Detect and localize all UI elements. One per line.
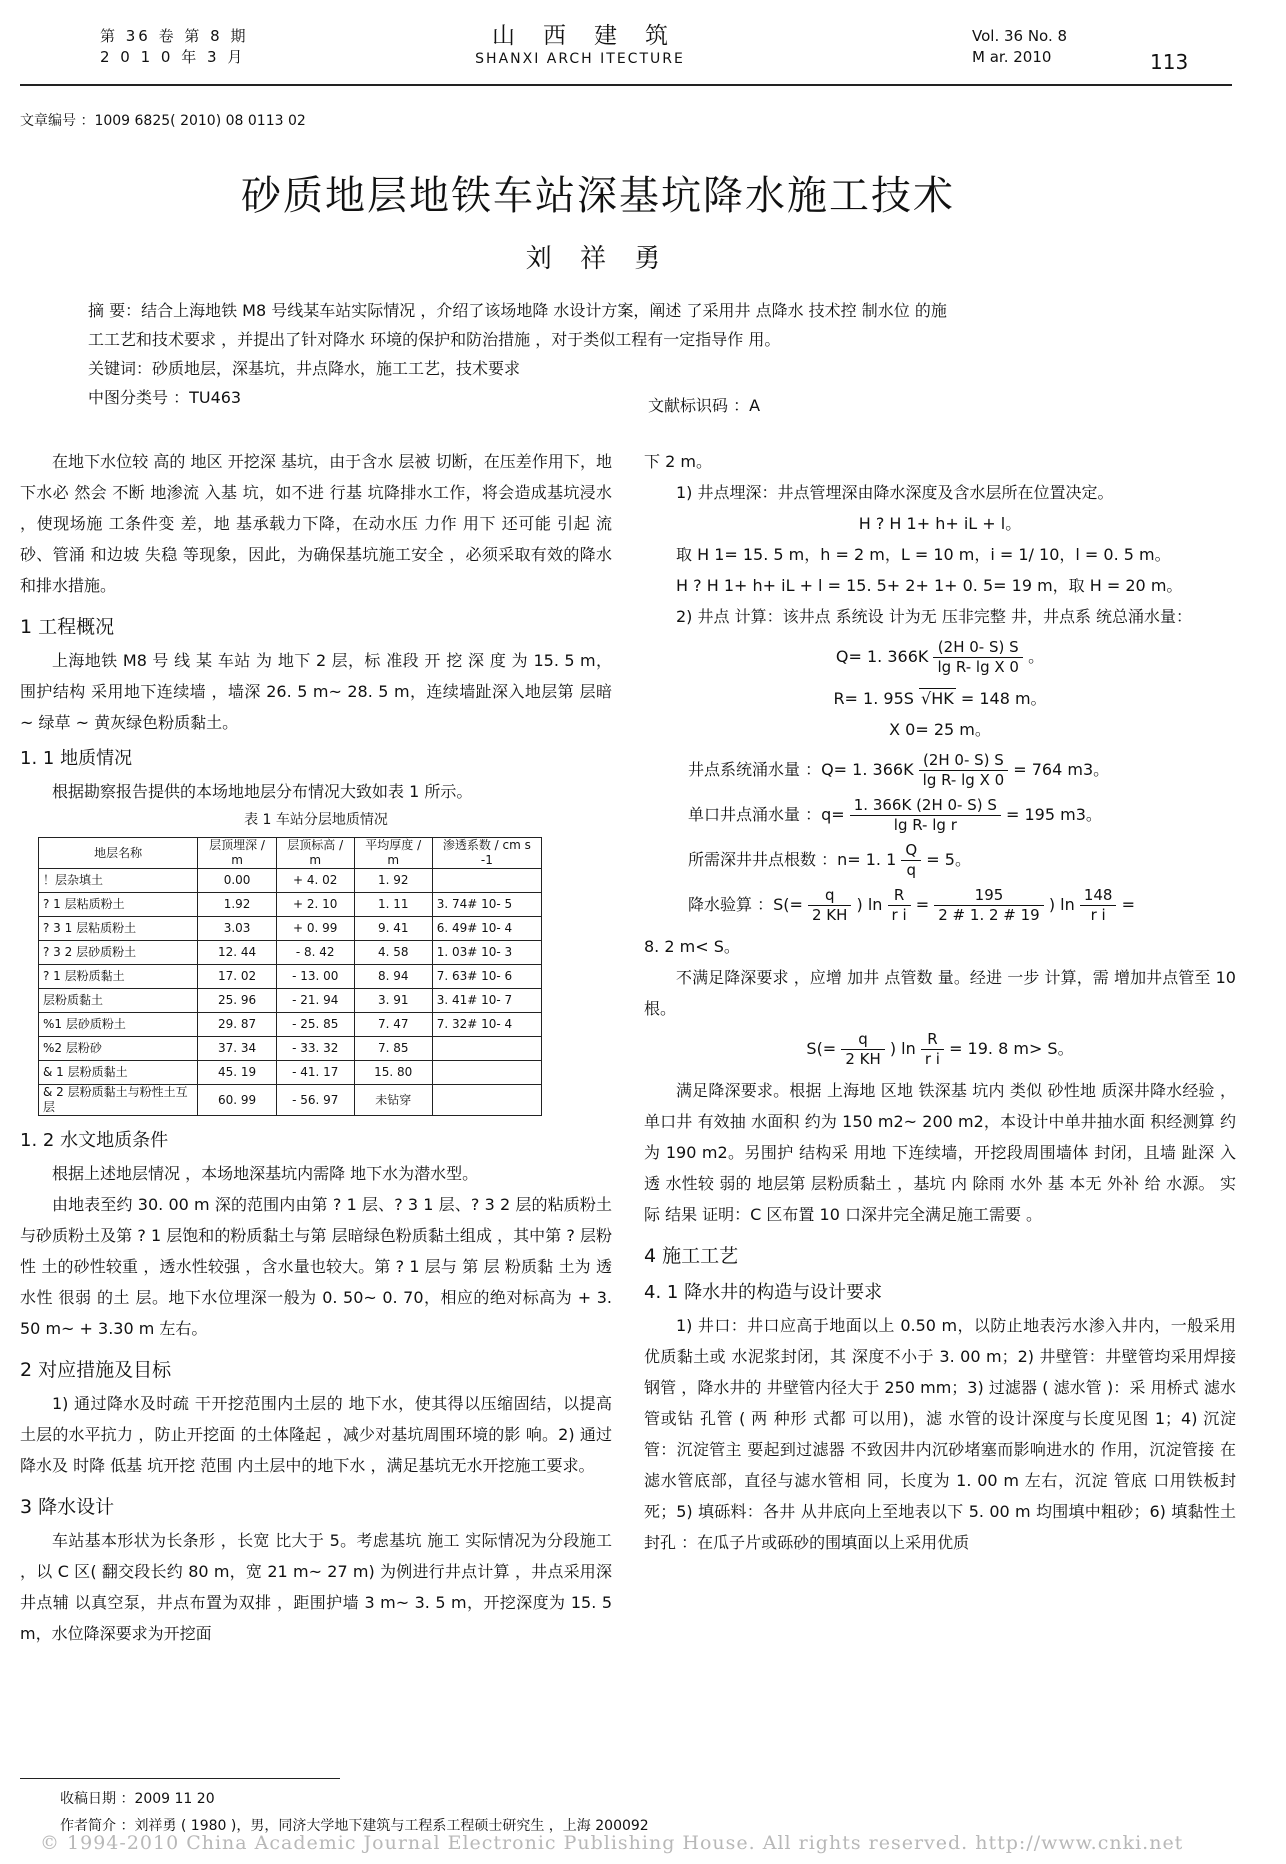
table-body [39, 869, 542, 1116]
section-1-2-text-1: 根据上述地层情况 ，本场地深基坑内需降 地下水为潜水型。 [52, 1164, 479, 1183]
table-cell: 1.92 [198, 893, 276, 917]
check2-fraction-2 [921, 1030, 944, 1069]
single-label: 单口井点涌水量 ：q= [688, 805, 845, 824]
table-cell: - 41. 17 [276, 1061, 354, 1085]
sys-label: 井点系统涌水量 ：Q= 1. 366K [688, 760, 914, 779]
table-cell: %2 层粉砂 [39, 1037, 198, 1061]
n-label: 所需深井井点根数 ：n= 1. 1 [688, 850, 897, 869]
section-1-2-heading: 1. 2 水文地质条件 [20, 1130, 169, 1151]
table-header-cell: 层顶标高 / m [276, 838, 354, 869]
single-fraction [850, 796, 1001, 835]
equation-check-2 [644, 1030, 1236, 1069]
abstract-line-1: 摘 要：结合上海地铁 M8 号线某车站实际情况 ，介绍了该场地降 水设计方案，阐述 了采用井 点降水 技术控 制水位 的施 [88, 301, 947, 320]
table-row [39, 1013, 542, 1037]
r-left: R= 1. 95S [833, 689, 914, 708]
q-numerator: (2H 0- S) S [933, 638, 1023, 658]
right-column [644, 446, 1236, 1558]
check-fraction-1 [808, 886, 851, 925]
r-sqrt: √HK [921, 689, 954, 708]
table-cell: %1 层砂质粉土 [39, 1013, 198, 1037]
abstract-block [88, 296, 1176, 412]
table-cell: 未钻穿 [354, 1085, 432, 1116]
date-cn: 2 0 1 0 年 3 月 [100, 48, 246, 66]
equation-well-count [644, 841, 1236, 880]
section-3-text: 车站基本形状为长条形 ，长宽 比大于 5。考虑基坑 施工 实际情况为分段施工 ，以 C 区( 翻交段长约 80 m，宽 21 m~ 27 m) 为例进行井点计算 ，井点采用深井点辅 以真空泵，井点布置为双排 ，距围护墙 3 m~ 3. 5 m，开挖深度为 15. 5 m，水位降深要求为开挖面 [20, 1531, 612, 1643]
conclusion-text: 满足降深要求。根据 上海地 区地 铁深基 坑内 类似 砂性地 质深井降水经验 ，单口井 有效抽 水面积 约为 150 m2~ 200 m2，本设计中单井抽水面 积经测算 约为 190 m2。另围护 结构采 用地 下连续墙，开挖段周围墙体 封闭，且墙 趾深 入透 水性较 弱的 地层第 层粉质黏土 ，基坑 内 除雨 水外 基 本无 外补 给 水源。 实际 结果 证明：C 区布置 10 口深井完全满足施工需要 。 [644, 1081, 1236, 1224]
table-row [39, 1061, 542, 1085]
check-numerator-2: R [888, 886, 911, 906]
sys-numerator: (2H 0- S) S [919, 751, 1009, 771]
clc-number: 中图分类号 ：TU463 [88, 388, 242, 407]
check-equals: = [915, 895, 930, 914]
table-cell: ！层杂填土 [39, 869, 198, 893]
parameter-values: 取 H 1= 15. 5 m，h = 2 m，L = 10 m，i = 1/ 10，l = 0. 5 m。 [676, 545, 1171, 564]
equation-single-flow [644, 796, 1236, 835]
well-depth-text: 1) 井点埋深：井点管埋深由降水深度及含水层所在位置决定。 [676, 483, 1114, 502]
table-cell: 7. 63# 10- 6 [432, 965, 541, 989]
table-cell [432, 1037, 541, 1061]
table-header-cell: 地层名称 [39, 838, 198, 869]
table-row [39, 965, 542, 989]
date-en: M ar. 2010 [972, 48, 1052, 66]
table-cell: + 2. 10 [276, 893, 354, 917]
equation-x0: X 0= 25 m。 [889, 720, 991, 739]
check-denominator-3: 2 # 1. 2 # 19 [938, 906, 1040, 924]
continued-text: 下 2 m。 [644, 452, 712, 471]
n-denominator: q [906, 861, 917, 879]
table-cell: - 13. 00 [276, 965, 354, 989]
table-cell [432, 1085, 541, 1116]
check-end: = [1121, 895, 1135, 914]
check-ln-1: ) ln [856, 895, 883, 914]
table-cell: - 56. 97 [276, 1085, 354, 1116]
check-fraction-4 [1080, 886, 1117, 925]
volume-cn: 第 36 卷 第 8 期 [100, 27, 249, 45]
equation-system-flow [644, 751, 1236, 790]
table-cell: 6. 49# 10- 4 [432, 917, 541, 941]
check2-fraction-1 [841, 1030, 884, 1069]
table-cell: 25. 96 [198, 989, 276, 1013]
table-cell: 7. 85 [354, 1037, 432, 1061]
r-value: = 148 m。 [960, 689, 1047, 708]
single-denominator: lg R- lg r [893, 816, 957, 834]
check2-label: S(= [806, 1039, 837, 1058]
table-cell: 60. 99 [198, 1085, 276, 1116]
table-cell: 3. 91 [354, 989, 432, 1013]
table-cell: 1. 03# 10- 3 [432, 941, 541, 965]
section-1-1-heading: 1. 1 地质情况 [20, 748, 133, 769]
single-numerator: 1. 366K (2H 0- S) S [850, 796, 1001, 816]
table-cell: 7. 47 [354, 1013, 432, 1037]
table-cell: - 8. 42 [276, 941, 354, 965]
paper-author: 刘 祥 勇 [525, 244, 671, 274]
table-cell: - 25. 85 [276, 1013, 354, 1037]
sys-denominator: lg R- lg X 0 [922, 771, 1005, 789]
table-cell: 29. 87 [198, 1013, 276, 1037]
depth-calculation: H ? H 1+ h+ iL + l = 15. 5+ 2+ 1+ 0. 5= 19 m，取 H = 20 m。 [676, 576, 1183, 595]
section-2-text: 1) 通过降水及时疏 干开挖范围内土层的 地下水，使其得以压缩固结，以提高 土层的水平抗力 ，防止开挖面 的土体隆起 ，减少对基坑周围环境的影 响。2) 通过 降水及 时降 低基 坑开挖 范围 内土层中的地下水 ，满足基坑无水开挖施工要求。 [20, 1394, 612, 1475]
section-4-heading: 4 施工工艺 [644, 1245, 739, 1267]
table-cell: 37. 34 [198, 1037, 276, 1061]
table-header-cell: 层顶埋深 / m [198, 838, 276, 869]
table-cell: + 0. 99 [276, 917, 354, 941]
check-denominator-2: r i [891, 906, 907, 924]
received-date: 收稿日期 ：2009 11 20 [60, 1791, 215, 1807]
table-cell: 层粉质黏土 [39, 989, 198, 1013]
n-value: = 5。 [926, 850, 971, 869]
keywords: 关键词：砂质地层，深基坑，井点降水，施工工艺，技术要求 [88, 359, 521, 378]
author-bio: 作者简介 ：刘祥勇 ( 1980 )，男，同济大学地下建筑与工程系工程硕士研究生 ，上海 200092 [60, 1818, 649, 1834]
equation-total-flow [644, 638, 1236, 677]
single-value: = 195 m3。 [1006, 805, 1102, 824]
table-cell: 45. 19 [198, 1061, 276, 1085]
issue-info-cn [100, 26, 248, 68]
check2-value: = 19. 8 m> S。 [949, 1039, 1074, 1058]
table-cell: 12. 44 [198, 941, 276, 965]
table-cell: 7. 32# 10- 4 [432, 1013, 541, 1037]
sys-value: = 764 m3。 [1013, 760, 1110, 779]
table-row [39, 1085, 542, 1116]
table-cell: - 33. 32 [276, 1037, 354, 1061]
check2-denominator-1: 2 KH [845, 1050, 881, 1068]
check-numerator-1: q [808, 886, 851, 906]
section-4-1-heading: 4. 1 降水井的构造与设计要求 [644, 1282, 883, 1303]
table-cell: 8. 94 [354, 965, 432, 989]
table-cell: 9. 41 [354, 917, 432, 941]
journal-name-en: SHANXI ARCH ITECTURE [475, 51, 685, 67]
table-cell: & 2 层粉质黏土与粉性土互层 [39, 1085, 198, 1116]
check-fraction-2 [888, 886, 911, 925]
equation-radius [644, 683, 1236, 714]
table-caption: 表 1 车站分层地质情况 [244, 812, 388, 828]
paper-title: 砂质地层地铁车站深基坑降水施工技术 [241, 173, 955, 219]
q-fraction [933, 638, 1023, 677]
section-1-text: 上海地铁 M8 号 线 某 车站 为 地下 2 层，标 准段 开 挖 深 度 为 15. 5 m，围护结构 采用地下连续墙 ，墙深 26. 5 m~ 28. 5 m，连续墙趾深入地层第 层暗 ~ 绿草 ~ 黄灰绿色粉质黏土。 [20, 651, 612, 732]
left-column [20, 446, 612, 1649]
q-left: Q= 1. 366K [835, 647, 929, 666]
table-cell: - 21. 94 [276, 989, 354, 1013]
section-1-1-text: 根据勘察报告提供的本场地地层分布情况大致如表 1 所示。 [52, 782, 473, 801]
table-cell: + 4. 02 [276, 869, 354, 893]
check2-numerator-1: q [841, 1030, 884, 1050]
check2-numerator-2: R [921, 1030, 944, 1050]
q-denominator: lg R- lg X 0 [937, 658, 1019, 676]
table-cell: 1. 11 [354, 893, 432, 917]
r-sqrt-term: HK [931, 689, 954, 708]
table-row [39, 989, 542, 1013]
header-rule [20, 84, 1232, 86]
table-cell: ? 1 层粘质粉土 [39, 893, 198, 917]
section-4-1-text: 1) 井口：井口应高于地面以上 0.50 m，以防止地表污水渗入井内，一般采用优质黏土或 水泥浆封闭，其 深度不小于 3. 00 m；2) 井壁管：井壁管均采用焊接钢管 ，降水井的 井壁管内径大于 250 mm；3) 过滤器 ( 滤水管 )：采 用桥式 滤水 管或钻 孔管 ( 两 种形 式都 可以用)，滤 水管的设计深度与长度见图 1；4) 沉淀管：沉淀管主 要起到过滤器 不致因井内沉砂堵塞而影响进水的 作用，沉淀管接 在滤水管底部，直径与滤水管相 同，长度为 1. 00 m 左右，沉淀 管底 口用铁板封 死；5) 填砾料：各井 从井底向上至地表以下 5. 00 m 均围填中粗砂；6) 填黏性土封孔 ：在瓜子片或砾砂的围填面以上采用优质 [644, 1316, 1236, 1552]
table-cell: ? 3 1 层粘质粉土 [39, 917, 198, 941]
table-row [39, 941, 542, 965]
copyright-watermark: © 1994-2010 China Academic Journal Electronic Publishing House. All rights reserved. http://www.cnki.net [40, 1832, 1184, 1854]
section-1-2-text-2: 由地表至约 30. 00 m 深的范围内由第 ? 1 层、? 3 1 层、? 3 2 层的粘质粉土与砂质粉土及第 ? 1 层饱和的粉质黏土与第 层暗绿色粉质黏土组成 ，其中第 ? 层粉性 土的砂性较重 ，透水性较强 ，含水量也较大。第 ? 1 层与 第 层 粉质黏 土为 透水性 很弱 的土 层。地下水位埋深一般为 0. 50~ 0. 70，相应的绝对标高为 + 3. 50 m~ + 3.30 m 左右。 [20, 1195, 612, 1338]
geology-table [38, 837, 542, 1116]
table-cell [432, 869, 541, 893]
check-label: 降水验算 ：S(= [688, 895, 803, 914]
check-fraction-3 [934, 886, 1043, 925]
article-number: 文章编号 ：1009 6825( 2010) 08 0113 02 [20, 113, 306, 129]
equation-check [644, 886, 1236, 925]
table-cell: & 1 层粉质黏土 [39, 1061, 198, 1085]
check-denominator-4: r i [1090, 906, 1106, 924]
table-cell: 0.00 [198, 869, 276, 893]
section-1-heading: 1 工程概况 [20, 616, 115, 638]
footnote-rule [20, 1778, 340, 1779]
check-ln-2: ) ln [1048, 895, 1075, 914]
issue-info-en [972, 26, 1067, 68]
table-cell: 3. 41# 10- 7 [432, 989, 541, 1013]
volume-en: Vol. 36 No. 8 [972, 27, 1068, 45]
section-3-heading: 3 降水设计 [20, 1496, 115, 1518]
check2-denominator-2: r i [924, 1050, 940, 1068]
n-numerator: Q [901, 841, 921, 861]
sys-fraction [919, 751, 1009, 790]
table-cell: ? 1 层粉质黏土 [39, 965, 198, 989]
intro-paragraph: 在地下水位较 高的 地区 开挖深 基坑，由于含水 层被 切断，在压差作用下，地下水必 然会 不断 地渗流 入基 坑，如不进 行基 坑降排水工作，将会造成基坑浸水 ，使现场施 工条件变 差，地 基承载力下降，在动水压 力作 用下 还可能 引起 流砂、管涌 和边坡 失稳 等现象，因此，为确保基坑施工安全 ，必须采取有效的降水和排水措施。 [20, 452, 612, 595]
table-cell: 1. 92 [354, 869, 432, 893]
q-end: 。 [1028, 647, 1045, 666]
check-denominator-1: 2 KH [812, 906, 848, 924]
table-row [39, 1037, 542, 1061]
table-cell: 15. 80 [354, 1061, 432, 1085]
table-cell: 3. 74# 10- 5 [432, 893, 541, 917]
abstract-line-2: 工工艺和技术要求 ，并提出了针对降水 环境的保护和防治措施 ，对于类似工程有一定指导作 用。 [88, 330, 781, 349]
section-2-heading: 2 对应措施及目标 [20, 1359, 172, 1381]
page-number: 113 [1150, 50, 1189, 74]
table-row [39, 893, 542, 917]
n-fraction [901, 841, 921, 880]
check-numerator-4: 148 [1080, 886, 1117, 906]
table-row [39, 917, 542, 941]
equation-depth: H ? H 1+ h+ iL + l。 [858, 514, 1022, 533]
journal-name-cn: 山西建筑 [492, 23, 696, 49]
journal-name [430, 22, 730, 68]
table-cell: 17. 02 [198, 965, 276, 989]
table-header-cell: 平均厚度 / m [354, 838, 432, 869]
increase-wells-text: 不满足降深要求 ，应增 加井 点管数 量。经进 一步 计算，需 增加井点管至 10 根。 [644, 968, 1236, 1018]
table-row [39, 869, 542, 893]
table-cell: 4. 58 [354, 941, 432, 965]
table-header-row [39, 838, 542, 869]
check-result: 8. 2 m< S。 [644, 937, 740, 956]
check-numerator-3: 195 [934, 886, 1043, 906]
check2-ln: ) ln [889, 1039, 916, 1058]
table-cell: 3.03 [198, 917, 276, 941]
well-calculation-text: 2) 井点 计算：该井点 系统设 计为无 压非完整 井，井点系 统总涌水量： [676, 607, 1193, 626]
table-cell [432, 1061, 541, 1085]
document-id-code: 文献标识码 ：A [648, 396, 761, 415]
table-cell: ? 3 2 层砂质粉土 [39, 941, 198, 965]
table-header-cell: 渗透系数 / cm s -1 [432, 838, 541, 869]
